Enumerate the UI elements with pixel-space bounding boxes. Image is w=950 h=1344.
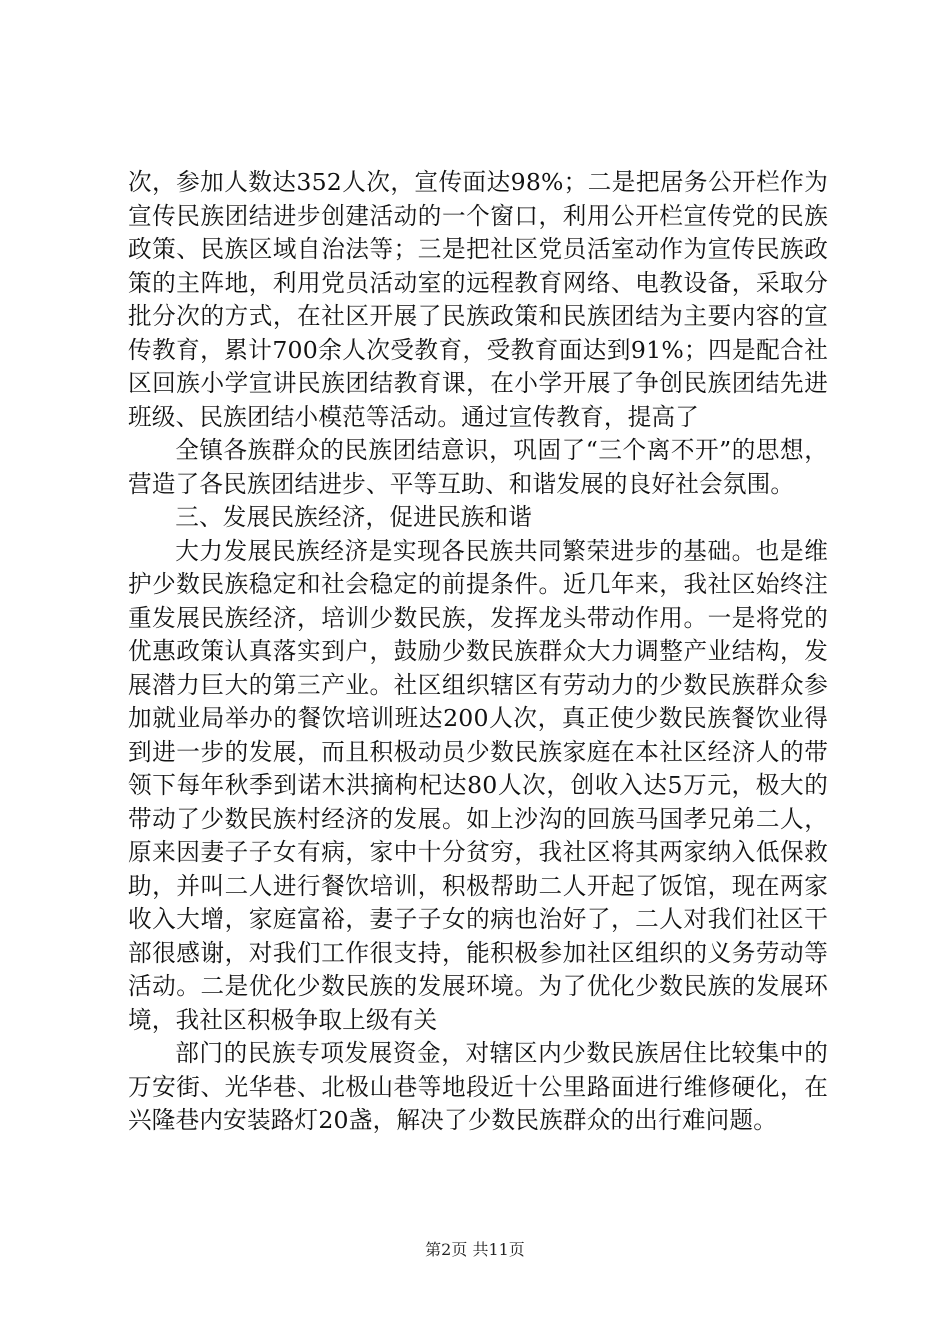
section-heading: 三、发展民族经济，促进民族和谐 xyxy=(175,503,533,531)
page-number-footer: 第2页 共11页 xyxy=(425,1240,525,1259)
paragraph-continuation: 次，参加人数达352人次，宣传面达98%；二是把居务公开栏作为宣传民族团结进步创建活动的一个窗口，利用公开栏宣传党的民族政策、民族区域自治法等；三是把社区党员活室动作为宣传民族政策的主阵地，利用党员活动室的远程教育网络、电教设备，采取分批分次的方式，在社区开展了民族政策和民族团结为主要内容的宣传教育，累计700余人次受教育，受教育面达到91%；四是配合社区回族小学宣讲民族团结教育课，在小学开展了争创民族团结先进班级、民族团结小模范等活动。通过宣传教育，提高了 xyxy=(128,168,828,431)
document-body xyxy=(128,166,828,1138)
paragraph-economy: 大力发展民族经济是实现各民族共同繁荣进步的基础。也是维护少数民族稳定和社会稳定的前提条件。近几年来，我社区始终注重发展民族经济，培训少数民族，发挥龙头带动作用。一是将党的优惠政策认真落实到户，鼓励少数民族群众大力调整产业结构，发展潜力巨大的第三产业。社区组织辖区有劳动力的少数民族群众参加就业局举办的餐饮培训班达200人次，真正使少数民族餐饮业得到进一步的发展，而且积极动员少数民族家庭在本社区经济人的带领下每年秋季到诺木洪摘枸杞达80人次，创收入达5万元，极大的带动了少数民族村经济的发展。如上沙沟的回族马国孝兄弟二人，原来因妻子子女有病，家中十分贫穷，我社区将其两家纳入低保救助，并叫二人进行餐饮培训，积极帮助二人开起了饭馆，现在两家收入大增，家庭富裕，妻子子女的病也治好了，二人对我们社区干部很感谢，对我们工作很支持，能积极参加社区组织的义务劳动等活动。二是优化少数民族的发展环境。为了优化少数民族的发展环境，我社区积极争取上级有关 xyxy=(128,536,828,1034)
paragraph-funding: 部门的民族专项发展资金，对辖区内少数民族居住比较集中的万安街、光华巷、北极山巷等地段近十公里路面进行维修硬化，在兴隆巷内安装路灯20盏，解决了少数民族群众的出行难问题。 xyxy=(128,1039,828,1134)
paragraph-unity-awareness: 全镇各族群众的民族团结意识，巩固了“三个离不开”的思想，营造了各民族团结进步、平等互助、和谐发展的良好社会氛围。 xyxy=(128,436,828,498)
